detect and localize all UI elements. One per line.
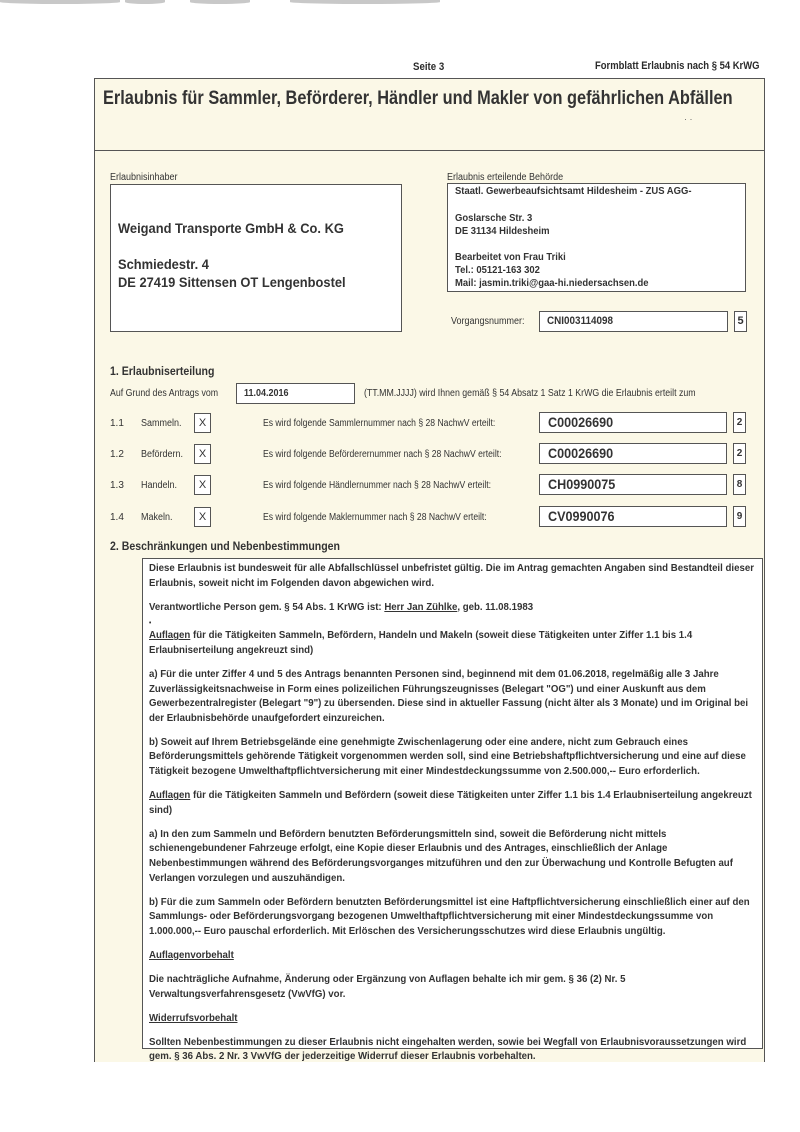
authority-name: Staatl. Gewerbeaufsichtsamt Hildesheim - ZUS AGG- xyxy=(455,185,692,197)
authority-mail: Mail: jasmin.triki@gaa-hi.niedersachsen.de xyxy=(455,277,649,289)
befoerderer-number: C00026690 xyxy=(548,445,614,461)
auflagen-all-activities: Auflagen für die Tätigkeiten Sammeln, Befördern, Handeln und Makeln (soweit diese Tätigkeiten unter Ziffer 1.1 bis 1.4 Erlaubniserteilung angekreuzt sind) xyxy=(149,629,693,656)
check-digit: 2 xyxy=(736,417,743,428)
auflagen-collect-transport: Auflagen für die Tätigkeiten Sammeln und Befördern (soweit diese Tätigkeiten unter Ziffer 1.1 bis 1.4 Erlaubniserteilung angekreuzt sind) xyxy=(149,789,752,816)
scan-speck: · · xyxy=(684,114,693,124)
widerrufsvorbehalt-text: Sollten Nebenbestimmungen zu dieser Erlaubnis nicht eingehalten werden, sowie bei Wegfall von Erlaubnisvoraussetzungen wird gem. § 36 Abs. 2 Nr. 3 VwVfG der jederzeitige Widerruf dieser Erlaubnis vorbehalten. xyxy=(149,1035,747,1063)
row-number: 1.2 xyxy=(110,449,124,460)
row-number: 1.3 xyxy=(110,480,124,491)
checkbox-mark: X xyxy=(198,448,207,460)
terms-text xyxy=(149,561,761,1074)
validity-paragraph: Diese Erlaubnis ist bundesweit für alle Abfallschlüssel unbefristet gültig. Die im Antrag gemachten Angaben sind Bestandteil dieser Erlaubnis, soweit nicht im Folgenden davon abgewichen wird. xyxy=(149,562,754,589)
holder-city: DE 27419 Sittensen OT Lengenbostel xyxy=(118,274,346,290)
case-number-value: CNI003114098 xyxy=(547,315,614,327)
check-digit: 9 xyxy=(736,511,743,522)
application-date-label: Auf Grund des Antrags vom xyxy=(110,388,219,399)
authority-phone: Tel.: 05121-163 302 xyxy=(455,264,540,276)
row-description: Es wird folgende Händlernummer nach § 28 NachwV erteilt: xyxy=(263,480,492,491)
auflagen-b-paragraph: b) Soweit auf Ihrem Betriebsgelände eine genehmigte Zwischenlagerung oder eine andere, nicht zum Gebrauch eines Beförderungsmittels gehörende Tätigkeit vorgenommen werden soll, sind eine Betriebshaftpflichtversicherung und eine auf diese Tätigkeit bezogene Umwelthaftpflichtversicherung mit einer Mindestdeckungssumme von 2.500.000,-- Euro erforderlich. xyxy=(149,735,746,778)
row-description: Es wird folgende Sammlernummer nach § 28 NachwV erteilt: xyxy=(263,418,496,429)
authority-label: Erlaubnis erteilende Behörde xyxy=(447,172,564,183)
row-activity: Makeln. xyxy=(141,512,173,523)
application-text: (TT.MM.JJJJ) wird Ihnen gemäß § 54 Absatz 1 Satz 1 KrWG die Erlaubnis erteilt zum xyxy=(364,388,696,399)
authority-city: DE 31134 Hildesheim xyxy=(455,225,550,237)
page-number: Seite 3 xyxy=(413,61,445,73)
form-title: Erlaubnis für Sammler, Beförderer, Händler und Makler von gefährlichen Abfällen xyxy=(103,88,733,109)
sammler-number: C00026690 xyxy=(548,414,614,430)
section1-title: 1. Erlaubniserteilung xyxy=(110,364,215,378)
auflagen-heading: Auflagen xyxy=(149,629,191,642)
case-number-label: Vorgangsnummer: xyxy=(451,316,525,327)
bullet-dot: • xyxy=(149,620,152,628)
section2-title: 2. Beschränkungen und Nebenbestimmungen xyxy=(110,539,341,553)
checkbox-mark: X xyxy=(198,417,207,429)
checkbox-mark: X xyxy=(198,511,207,523)
row-description: Es wird folgende Beförderernummer nach § 28 NachwV erteilt: xyxy=(263,449,502,460)
row-activity: Sammeln. xyxy=(141,418,182,429)
haendler-number: CH0990075 xyxy=(548,476,616,492)
auflagenvorbehalt-text: Die nachträgliche Aufnahme, Änderung oder Ergänzung von Auflagen behalte ich mir gem. § 36 (2) Nr. 5 Verwaltungsverfahrensgesetz (VwVfG) vor. xyxy=(149,973,626,1000)
scan-artifact xyxy=(125,0,165,4)
row-number: 1.4 xyxy=(110,512,124,523)
auflagenvorbehalt-heading: Auflagenvorbehalt xyxy=(149,948,234,961)
authority-street: Goslarsche Str. 3 xyxy=(455,212,533,224)
check-digit: 2 xyxy=(736,448,743,459)
row-description: Es wird folgende Maklernummer nach § 28 NachwV erteilt: xyxy=(263,512,487,523)
case-check-digit: 5 xyxy=(737,315,744,327)
widerrufsvorbehalt-heading: Widerrufsvorbehalt xyxy=(149,1011,238,1024)
holder-street: Schmiedestr. 4 xyxy=(118,256,209,272)
authority-handled-by: Bearbeitet von Frau Triki xyxy=(455,251,566,263)
holder-name: Weigand Transporte GmbH & Co. KG xyxy=(118,220,344,236)
auflagen2-b-paragraph: b) Für die zum Sammeln oder Befördern benutzten Beförderungsmittel ist eine Haftpflichtversicherung einschließlich einer auf den Sammlungs- oder Beförderungsvorgang bezogenen Umwelthaftpflichtversicherung mit einer Mindestdeckungssumme von 1.000.000,-- Euro pauschal erforderlich. Mit Erlöschen des Versicherungsschutzes wird diese Erlaubnis ungültig. xyxy=(149,895,750,937)
scan-artifact xyxy=(290,0,440,4)
application-date-value: 11.04.2016 xyxy=(244,388,289,399)
auflagen-a-paragraph: a) Für die unter Ziffer 4 und 5 des Antrags benannten Personen sind, beginnend mit dem 01.06.2018, regelmäßig alle 3 Jahre Zuverlässigkeitsnachweise in Form eines polizeilichen Führungszeugnisses (Belegart "OG") und einer Auskunft aus dem Gewerbezentralregister (Belegart "9") zu übersenden. Diese sind in aktueller Fassung (nicht älter als 3 Monate) und im Original bei der Erlaubnisbehörde unaufgefordert einzureichen. xyxy=(149,667,749,724)
header-divider xyxy=(94,150,765,151)
row-activity: Befördern. xyxy=(141,449,184,460)
responsible-person: Verantwortliche Person gem. § 54 Abs. 1 KrWG ist: Herr Jan Zühlke, geb. 11.08.1983 xyxy=(149,600,534,613)
auflagen-heading: Auflagen xyxy=(149,789,191,802)
auflagen2-a-paragraph: a) In den zum Sammeln und Befördern benutzten Beförderungsmitteln sind, soweit die Beförderung nicht mittels schienengebundener Fahrzeuge erfolgt, eine Kopie dieser Erlaubnis und des Antrages, einschließlich der Anlage Nebenbestimmungen während des Beförderungsvorganges mitzuführen und den zur Überwachung und Kontrolle Befugten auf Verlangen vorzulegen und auszuhändigen. xyxy=(149,827,733,884)
form-label: Formblatt Erlaubnis nach § 54 KrWG xyxy=(595,60,760,72)
checkbox-mark: X xyxy=(198,479,207,491)
responsible-name: Herr Jan Zühlke xyxy=(384,600,458,613)
makler-number: CV0990076 xyxy=(548,508,615,524)
row-number: 1.1 xyxy=(110,418,124,429)
row-activity: Handeln. xyxy=(141,480,178,491)
holder-label: Erlaubnisinhaber xyxy=(110,172,178,183)
scan-artifact xyxy=(0,0,120,4)
check-digit: 8 xyxy=(736,479,743,490)
scan-artifact xyxy=(190,0,250,4)
